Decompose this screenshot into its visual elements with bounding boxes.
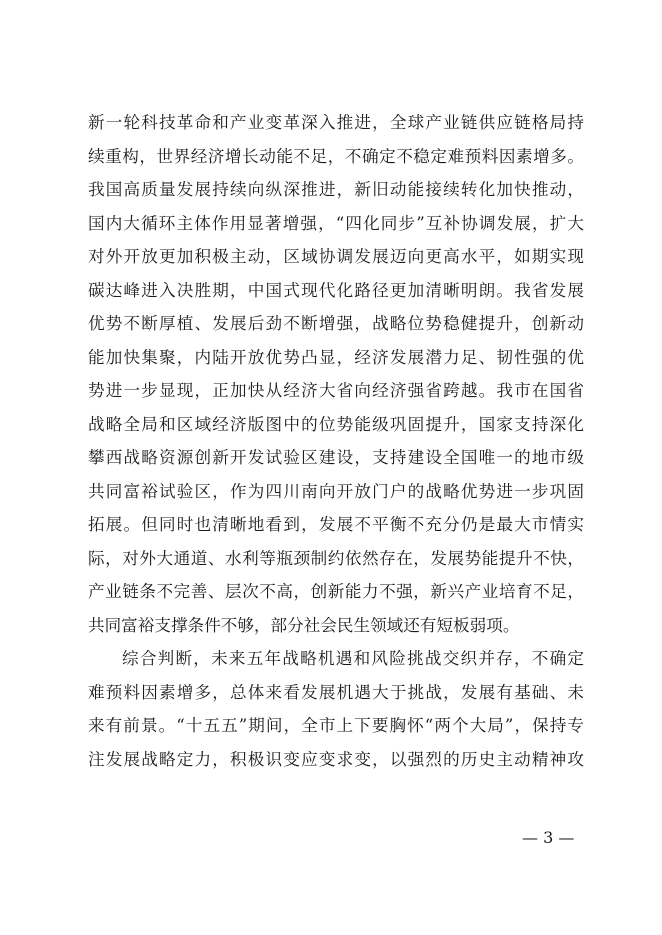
text-line: 国内大循环主体作用显著增强，“四化同步”互补协调发展，扩大 [88,213,584,233]
text-line: 续重构，世界经济增长动能不足，不确定不稳定难预料因素增多。 [88,146,584,166]
text-line: 际，对外大通道、水利等瓶颈制约依然存在，发展势能提升不快， [88,548,584,568]
text-line: 战略全局和区域经济版图中的位势能级巩固提升，国家支持深化 [88,414,584,434]
text-line: 碳达峰进入决胜期，中国式现代化路径更加清晰明朗。我省发展 [88,280,584,300]
text-line: 攀西战略资源创新开发试验区建设，支持建设全国唯一的地市级 [88,448,584,467]
text-line: 产业链条不完善、层次不高，创新能力不强，新兴产业培育不足， [88,582,584,601]
text-line: 综合判断，未来五年战略机遇和风险挑战交织并存，不确定 [122,649,584,668]
page-number: — 3 — [522,828,575,847]
text-line: 我国高质量发展持续向纵深推进，新旧动能接续转化加快推动， [88,180,584,199]
text-line: 对外开放更加积极主动，区域协调发展迈向更高水平，如期实现 [88,247,584,266]
text-line: 拓展。但同时也清晰地看到，发展不平衡不充分仍是最大市情实 [88,515,584,534]
paragraph-1 [88,106,584,642]
text-line: 注发展战略定力，积极识变应变求变，以强烈的历史主动精神攻 [88,749,584,769]
text-line: 能加快集聚，内陆开放优势凸显，经济发展潜力足、韧性强的优 [88,347,584,367]
text-line: 难预料因素增多，总体来看发展机遇大于挑战，发展有基础、未 [88,682,584,702]
body-text [88,106,584,776]
text-line: 共同富裕试验区，作为四川南向开放门户的战略优势进一步巩固 [88,481,584,501]
text-line: 势进一步显现，正加快从经济大省向经济强省跨越。我市在国省 [88,381,584,400]
text-line: 优势不断厚植、发展后劲不断增强，战略位势稳健提升，创新动 [88,314,584,333]
paragraph-2 [88,642,584,776]
text-line: 共同富裕支撑条件不够，部分社会民生领域还有短板弱项。 [88,615,520,635]
text-line: 新一轮科技革命和产业变革深入推进，全球产业链供应链格局持 [88,113,584,132]
text-line: 来有前景。“十五五”期间，全市上下要胸怀“两个大局”，保持专 [88,716,584,735]
